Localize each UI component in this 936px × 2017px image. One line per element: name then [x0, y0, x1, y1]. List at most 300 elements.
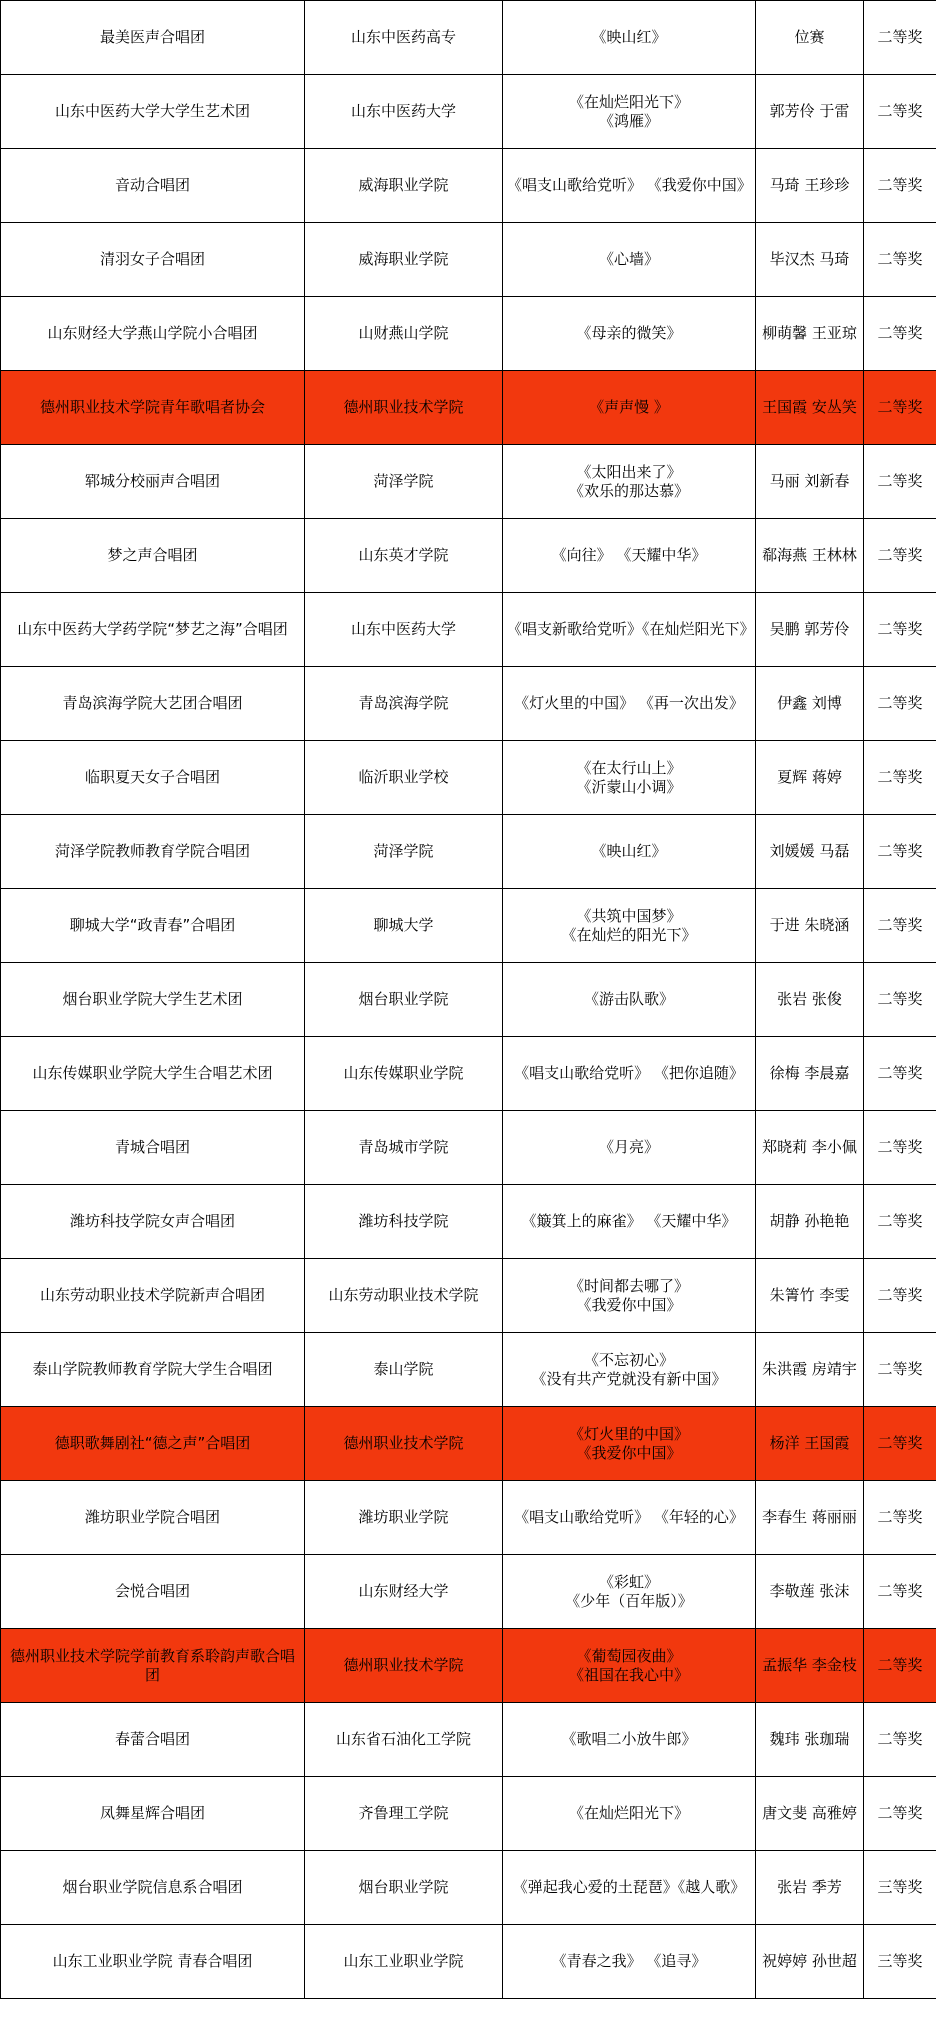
- team-name-cell: [1, 75, 305, 149]
- song-title: 《映山红》: [591, 28, 667, 46]
- award-level: 三等奖: [877, 1878, 923, 1896]
- school-name: 齐鲁理工学院: [358, 1804, 449, 1822]
- award-level: 二等奖: [877, 1804, 923, 1822]
- teacher-names: 李敬莲 张沫: [769, 1582, 850, 1600]
- songs-cell: [503, 1555, 756, 1629]
- team-name-cell: [1, 1777, 305, 1851]
- team-name-cell: [1, 815, 305, 889]
- school-name: 山东传媒职业学院: [343, 1064, 464, 1082]
- school-cell: [305, 1555, 503, 1629]
- award-cell: [864, 1111, 936, 1185]
- school-name: 威海职业学院: [358, 176, 449, 194]
- teachers-cell: [756, 519, 864, 593]
- songs-cell: [503, 815, 756, 889]
- teachers-cell: [756, 741, 864, 815]
- school-cell: [305, 815, 503, 889]
- songs-cell: [503, 1, 756, 75]
- school-name: 潍坊科技学院: [358, 1212, 449, 1230]
- teachers-cell: [756, 1111, 864, 1185]
- school-name: 山东工业职业学院: [343, 1952, 464, 1970]
- songs-cell: [503, 1481, 756, 1555]
- table-row: [1, 1703, 936, 1777]
- award-level: 三等奖: [877, 1952, 923, 1970]
- team-name: 青城合唱团: [114, 1138, 190, 1156]
- award-cell: [864, 889, 936, 963]
- teachers-cell: [756, 1851, 864, 1925]
- songs-cell: [503, 963, 756, 1037]
- awards-table-body: [1, 1, 936, 1999]
- songs-cell: [503, 1037, 756, 1111]
- team-name-cell: [1, 1407, 305, 1481]
- team-name: 凤舞星辉合唱团: [99, 1804, 205, 1822]
- teachers-cell: [756, 1407, 864, 1481]
- teachers-cell: [756, 1259, 864, 1333]
- songs-cell: [503, 1185, 756, 1259]
- teachers-cell: [756, 1, 864, 75]
- award-level: 二等奖: [877, 842, 923, 860]
- song-title: 《青春之我》 《追寻》: [551, 1952, 707, 1970]
- award-level: 二等奖: [877, 1582, 923, 1600]
- award-cell: [864, 1, 936, 75]
- table-row: [1, 445, 936, 519]
- songs-cell: [503, 1703, 756, 1777]
- team-name-cell: [1, 1481, 305, 1555]
- songs-cell: [503, 297, 756, 371]
- songs-cell: [503, 889, 756, 963]
- team-name: 烟台职业学院信息系合唱团: [62, 1878, 243, 1896]
- team-name: 山东财经大学燕山学院小合唱团: [47, 324, 258, 342]
- teacher-names: 郭芳伶 于雷: [769, 102, 850, 120]
- table-row: [1, 1851, 936, 1925]
- teachers-cell: [756, 223, 864, 297]
- award-cell: [864, 963, 936, 1037]
- teacher-names: 郗海燕 王林林: [762, 546, 857, 564]
- school-name: 菏泽学院: [373, 472, 434, 490]
- songs-cell: [503, 519, 756, 593]
- award-level: 二等奖: [877, 916, 923, 934]
- teacher-names: 徐梅 李晨嘉: [769, 1064, 850, 1082]
- team-name: 山东劳动职业技术学院新声合唱团: [39, 1286, 265, 1304]
- song-title: 《太阳出来了》: [576, 462, 682, 481]
- school-cell: [305, 1777, 503, 1851]
- table-row: [1, 1629, 936, 1703]
- team-name-cell: [1, 1, 305, 75]
- song-title: 《灯火里的中国》 《再一次出发》: [514, 694, 744, 712]
- team-name-cell: [1, 1333, 305, 1407]
- teachers-cell: [756, 1777, 864, 1851]
- school-cell: [305, 149, 503, 223]
- song-title: 《弹起我心爱的土琵琶》《越人歌》: [512, 1878, 746, 1896]
- award-cell: [864, 667, 936, 741]
- team-name-cell: [1, 297, 305, 371]
- team-name-cell: [1, 1851, 305, 1925]
- song-title: 《彩虹》: [598, 1572, 659, 1591]
- team-name: 最美医声合唱团: [99, 28, 205, 46]
- team-name: 聊城大学“政青春”合唱团: [69, 916, 236, 934]
- teacher-names: 刘媛媛 马磊: [769, 842, 850, 860]
- award-cell: [864, 297, 936, 371]
- school-name: 山东中医药高专: [350, 28, 456, 46]
- songs-cell: [503, 149, 756, 223]
- team-name-cell: [1, 963, 305, 1037]
- team-name-cell: [1, 1555, 305, 1629]
- song-title: 《映山红》: [591, 842, 667, 860]
- team-name: 泰山学院教师教育学院大学生合唱团: [32, 1360, 273, 1378]
- school-name: 山东英才学院: [358, 546, 449, 564]
- table-row: [1, 1407, 936, 1481]
- school-name: 潍坊职业学院: [358, 1508, 449, 1526]
- award-cell: [864, 1185, 936, 1259]
- song-title: 《游击队歌》: [583, 990, 674, 1008]
- school-cell: [305, 223, 503, 297]
- team-name: 青岛滨海学院大艺团合唱团: [62, 694, 243, 712]
- song-title: 《时间都去哪了》: [568, 1276, 689, 1295]
- award-cell: [864, 1407, 936, 1481]
- songs-cell: [503, 1407, 756, 1481]
- table-row: [1, 1777, 936, 1851]
- table-row: [1, 1111, 936, 1185]
- song-title: 《我爱你中国》: [576, 1443, 682, 1462]
- teachers-cell: [756, 1555, 864, 1629]
- songs-cell: [503, 1925, 756, 1999]
- songs-cell: [503, 1629, 756, 1703]
- table-row: [1, 593, 936, 667]
- song-title: 《月亮》: [598, 1138, 659, 1156]
- table-row: [1, 889, 936, 963]
- team-name-cell: [1, 371, 305, 445]
- table-row: [1, 1259, 936, 1333]
- award-level: 二等奖: [877, 768, 923, 786]
- teacher-names: 魏玮 张珈瑞: [769, 1730, 850, 1748]
- team-name: 山东中医药大学药学院“梦艺之海”合唱团: [17, 620, 288, 638]
- table-row: [1, 1333, 936, 1407]
- songs-cell: [503, 593, 756, 667]
- school-cell: [305, 741, 503, 815]
- award-cell: [864, 1259, 936, 1333]
- teachers-cell: [756, 371, 864, 445]
- song-title: 《没有共产党就没有新中国》: [531, 1369, 727, 1388]
- team-name: 德州职业技术学院学前教育系聆韵声歌合唱团: [9, 1646, 295, 1684]
- school-name: 德州职业技术学院: [343, 398, 464, 416]
- teachers-cell: [756, 593, 864, 667]
- school-name: 德州职业技术学院: [343, 1434, 464, 1452]
- songs-cell: [503, 75, 756, 149]
- school-cell: [305, 1481, 503, 1555]
- songs-cell: [503, 667, 756, 741]
- song-title: 《在灿烂阳光下》: [568, 92, 689, 111]
- table-row: [1, 1037, 936, 1111]
- award-cell: [864, 371, 936, 445]
- song-title: 《在灿烂阳光下》: [568, 1804, 689, 1822]
- award-level: 二等奖: [877, 1064, 923, 1082]
- teachers-cell: [756, 667, 864, 741]
- song-title: 《共筑中国梦》: [576, 906, 682, 925]
- song-title: 《鸿雁》: [598, 111, 659, 130]
- school-cell: [305, 371, 503, 445]
- song-title: 《声声慢 》: [589, 398, 669, 416]
- team-name: 临职夏天女子合唱团: [84, 768, 220, 786]
- school-name: 威海职业学院: [358, 250, 449, 268]
- team-name-cell: [1, 1185, 305, 1259]
- team-name: 春蕾合唱团: [114, 1730, 190, 1748]
- team-name: 山东传媒职业学院大学生合唱艺术团: [32, 1064, 273, 1082]
- school-cell: [305, 667, 503, 741]
- school-cell: [305, 963, 503, 1037]
- team-name-cell: [1, 1925, 305, 1999]
- award-level: 二等奖: [877, 28, 923, 46]
- table-row: [1, 741, 936, 815]
- table-row: [1, 1, 936, 75]
- teacher-names: 于进 朱晓涵: [769, 916, 850, 934]
- teachers-cell: [756, 1703, 864, 1777]
- teacher-names: 毕汉杰 马琦: [769, 250, 850, 268]
- award-cell: [864, 1777, 936, 1851]
- songs-cell: [503, 1777, 756, 1851]
- school-cell: [305, 1925, 503, 1999]
- school-name: 临沂职业学校: [358, 768, 449, 786]
- team-name: 烟台职业学院大学生艺术团: [62, 990, 243, 1008]
- school-name: 菏泽学院: [373, 842, 434, 860]
- team-name: 郓城分校丽声合唱团: [84, 472, 220, 490]
- award-level: 二等奖: [877, 1434, 923, 1452]
- team-name: 菏泽学院教师教育学院合唱团: [54, 842, 250, 860]
- award-cell: [864, 223, 936, 297]
- table-row: [1, 371, 936, 445]
- school-name: 德州职业技术学院: [343, 1656, 464, 1674]
- school-cell: [305, 593, 503, 667]
- school-cell: [305, 1, 503, 75]
- school-name: 青岛滨海学院: [358, 694, 449, 712]
- team-name-cell: [1, 1703, 305, 1777]
- teachers-cell: [756, 75, 864, 149]
- teachers-cell: [756, 889, 864, 963]
- songs-cell: [503, 371, 756, 445]
- award-cell: [864, 815, 936, 889]
- songs-cell: [503, 1333, 756, 1407]
- award-level: 二等奖: [877, 250, 923, 268]
- school-name: 山财燕山学院: [358, 324, 449, 342]
- songs-cell: [503, 741, 756, 815]
- school-name: 山东中医药大学: [350, 102, 456, 120]
- school-cell: [305, 519, 503, 593]
- table-row: [1, 1185, 936, 1259]
- school-cell: [305, 1629, 503, 1703]
- award-level: 二等奖: [877, 1730, 923, 1748]
- school-cell: [305, 75, 503, 149]
- school-name: 山东中医药大学: [350, 620, 456, 638]
- songs-cell: [503, 1111, 756, 1185]
- school-cell: [305, 1333, 503, 1407]
- teachers-cell: [756, 1333, 864, 1407]
- team-name: 德职歌舞剧社“德之声”合唱团: [54, 1434, 251, 1452]
- song-title: 《沂蒙山小调》: [576, 777, 682, 796]
- award-cell: [864, 445, 936, 519]
- song-title: 《少年（百年版）》: [565, 1591, 693, 1610]
- teacher-names: 位赛: [794, 28, 825, 46]
- team-name-cell: [1, 519, 305, 593]
- school-cell: [305, 1259, 503, 1333]
- school-cell: [305, 1185, 503, 1259]
- award-cell: [864, 1481, 936, 1555]
- team-name-cell: [1, 149, 305, 223]
- school-name: 烟台职业学院: [358, 1878, 449, 1896]
- team-name-cell: [1, 1259, 305, 1333]
- award-level: 二等奖: [877, 1656, 923, 1674]
- team-name: 清羽女子合唱团: [99, 250, 205, 268]
- award-cell: [864, 1555, 936, 1629]
- award-level: 二等奖: [877, 990, 923, 1008]
- award-level: 二等奖: [877, 1138, 923, 1156]
- table-row: [1, 667, 936, 741]
- song-title: 《欢乐的那达慕》: [568, 481, 689, 500]
- team-name-cell: [1, 889, 305, 963]
- school-cell: [305, 889, 503, 963]
- teacher-names: 马琦 王珍珍: [769, 176, 850, 194]
- team-name-cell: [1, 1111, 305, 1185]
- teacher-names: 张岩 张俊: [777, 990, 842, 1008]
- teachers-cell: [756, 1185, 864, 1259]
- team-name: 德州职业技术学院青年歌唱者协会: [39, 398, 265, 416]
- teachers-cell: [756, 297, 864, 371]
- team-name: 音动合唱团: [114, 176, 190, 194]
- teacher-names: 王国霞 安丛笑: [762, 398, 857, 416]
- teachers-cell: [756, 149, 864, 223]
- table-row: [1, 75, 936, 149]
- teacher-names: 朱洪霞 房靖宇: [762, 1360, 857, 1378]
- school-cell: [305, 1111, 503, 1185]
- award-level: 二等奖: [877, 1360, 923, 1378]
- table-row: [1, 1925, 936, 1999]
- team-name-cell: [1, 1037, 305, 1111]
- team-name-cell: [1, 741, 305, 815]
- song-title: 《唱支山歌给党听》 《把你追随》: [514, 1064, 744, 1082]
- teachers-cell: [756, 445, 864, 519]
- school-name: 泰山学院: [373, 1360, 434, 1378]
- award-cell: [864, 1629, 936, 1703]
- teacher-names: 伊鑫 刘博: [777, 694, 842, 712]
- teacher-names: 马丽 刘新春: [769, 472, 850, 490]
- table-row: [1, 1481, 936, 1555]
- teacher-names: 夏辉 蒋婷: [777, 768, 842, 786]
- award-level: 二等奖: [877, 620, 923, 638]
- songs-cell: [503, 1851, 756, 1925]
- teachers-cell: [756, 815, 864, 889]
- song-title: 《簸箕上的麻雀》 《天耀中华》: [521, 1212, 737, 1230]
- award-level: 二等奖: [877, 324, 923, 342]
- table-row: [1, 297, 936, 371]
- song-title: 《葡萄园夜曲》: [576, 1646, 682, 1665]
- song-title: 《母亲的微笑》: [576, 324, 682, 342]
- songs-cell: [503, 1259, 756, 1333]
- songs-cell: [503, 223, 756, 297]
- award-level: 二等奖: [877, 1508, 923, 1526]
- award-cell: [864, 1703, 936, 1777]
- school-name: 聊城大学: [373, 916, 434, 934]
- table-row: [1, 223, 936, 297]
- award-level: 二等奖: [877, 1212, 923, 1230]
- song-title: 《灯火里的中国》: [568, 1424, 689, 1443]
- award-level: 二等奖: [877, 176, 923, 194]
- teacher-names: 孟振华 李金枝: [762, 1656, 857, 1674]
- table-row: [1, 519, 936, 593]
- teachers-cell: [756, 1629, 864, 1703]
- teacher-names: 张岩 季芳: [777, 1878, 842, 1896]
- award-cell: [864, 1037, 936, 1111]
- school-name: 山东劳动职业技术学院: [328, 1286, 479, 1304]
- school-name: 山东省石油化工学院: [335, 1730, 471, 1748]
- teacher-names: 唐文斐 高雅婷: [762, 1804, 857, 1822]
- award-level: 二等奖: [877, 1286, 923, 1304]
- award-level: 二等奖: [877, 546, 923, 564]
- table-row: [1, 149, 936, 223]
- award-level: 二等奖: [877, 398, 923, 416]
- school-name: 山东财经大学: [358, 1582, 449, 1600]
- award-level: 二等奖: [877, 102, 923, 120]
- song-title: 《唱支山歌给党听》 《我爱你中国》: [507, 176, 752, 194]
- award-cell: [864, 1851, 936, 1925]
- song-title: 《不忘初心》: [583, 1350, 674, 1369]
- award-level: 二等奖: [877, 694, 923, 712]
- team-name: 山东中医药大学大学生艺术团: [54, 102, 250, 120]
- teacher-names: 朱箐竹 李雯: [769, 1286, 850, 1304]
- school-cell: [305, 445, 503, 519]
- teachers-cell: [756, 1481, 864, 1555]
- team-name-cell: [1, 593, 305, 667]
- song-title: 《在灿烂的阳光下》: [561, 925, 697, 944]
- team-name-cell: [1, 223, 305, 297]
- school-cell: [305, 1851, 503, 1925]
- teacher-names: 柳萌馨 王亚琼: [762, 324, 857, 342]
- teacher-names: 李春生 蒋丽丽: [762, 1508, 857, 1526]
- table-row: [1, 815, 936, 889]
- song-title: 《在太行山上》: [576, 758, 682, 777]
- team-name: 潍坊职业学院合唱团: [84, 1508, 220, 1526]
- team-name: 会悦合唱团: [114, 1582, 190, 1600]
- school-cell: [305, 1703, 503, 1777]
- school-cell: [305, 297, 503, 371]
- school-name: 青岛城市学院: [358, 1138, 449, 1156]
- song-title: 《唱支新歌给党听》《在灿烂阳光下》: [507, 620, 755, 638]
- school-name: 烟台职业学院: [358, 990, 449, 1008]
- award-cell: [864, 741, 936, 815]
- table-row: [1, 1555, 936, 1629]
- song-title: 《心墙》: [598, 250, 659, 268]
- teacher-names: 杨洋 王国霞: [769, 1434, 850, 1452]
- song-title: 《唱支山歌给党听》 《年轻的心》: [514, 1508, 744, 1526]
- award-cell: [864, 593, 936, 667]
- teacher-names: 祝婷婷 孙世超: [762, 1952, 857, 1970]
- school-cell: [305, 1407, 503, 1481]
- award-cell: [864, 1925, 936, 1999]
- team-name: 山东工业职业学院 青春合唱团: [52, 1952, 253, 1970]
- song-title: 《歌唱二小放牛郎》: [561, 1730, 697, 1748]
- award-cell: [864, 75, 936, 149]
- team-name-cell: [1, 667, 305, 741]
- award-cell: [864, 519, 936, 593]
- song-title: 《向往》 《天耀中华》: [551, 546, 707, 564]
- team-name: 潍坊科技学院女声合唱团: [69, 1212, 235, 1230]
- teacher-names: 胡静 孙艳艳: [769, 1212, 850, 1230]
- teacher-names: 吴鹏 郭芳伶: [769, 620, 850, 638]
- teachers-cell: [756, 1037, 864, 1111]
- song-title: 《祖国在我心中》: [568, 1665, 689, 1684]
- teachers-cell: [756, 1925, 864, 1999]
- award-cell: [864, 1333, 936, 1407]
- award-level: 二等奖: [877, 472, 923, 490]
- teachers-cell: [756, 963, 864, 1037]
- song-title: 《我爱你中国》: [576, 1295, 682, 1314]
- award-cell: [864, 149, 936, 223]
